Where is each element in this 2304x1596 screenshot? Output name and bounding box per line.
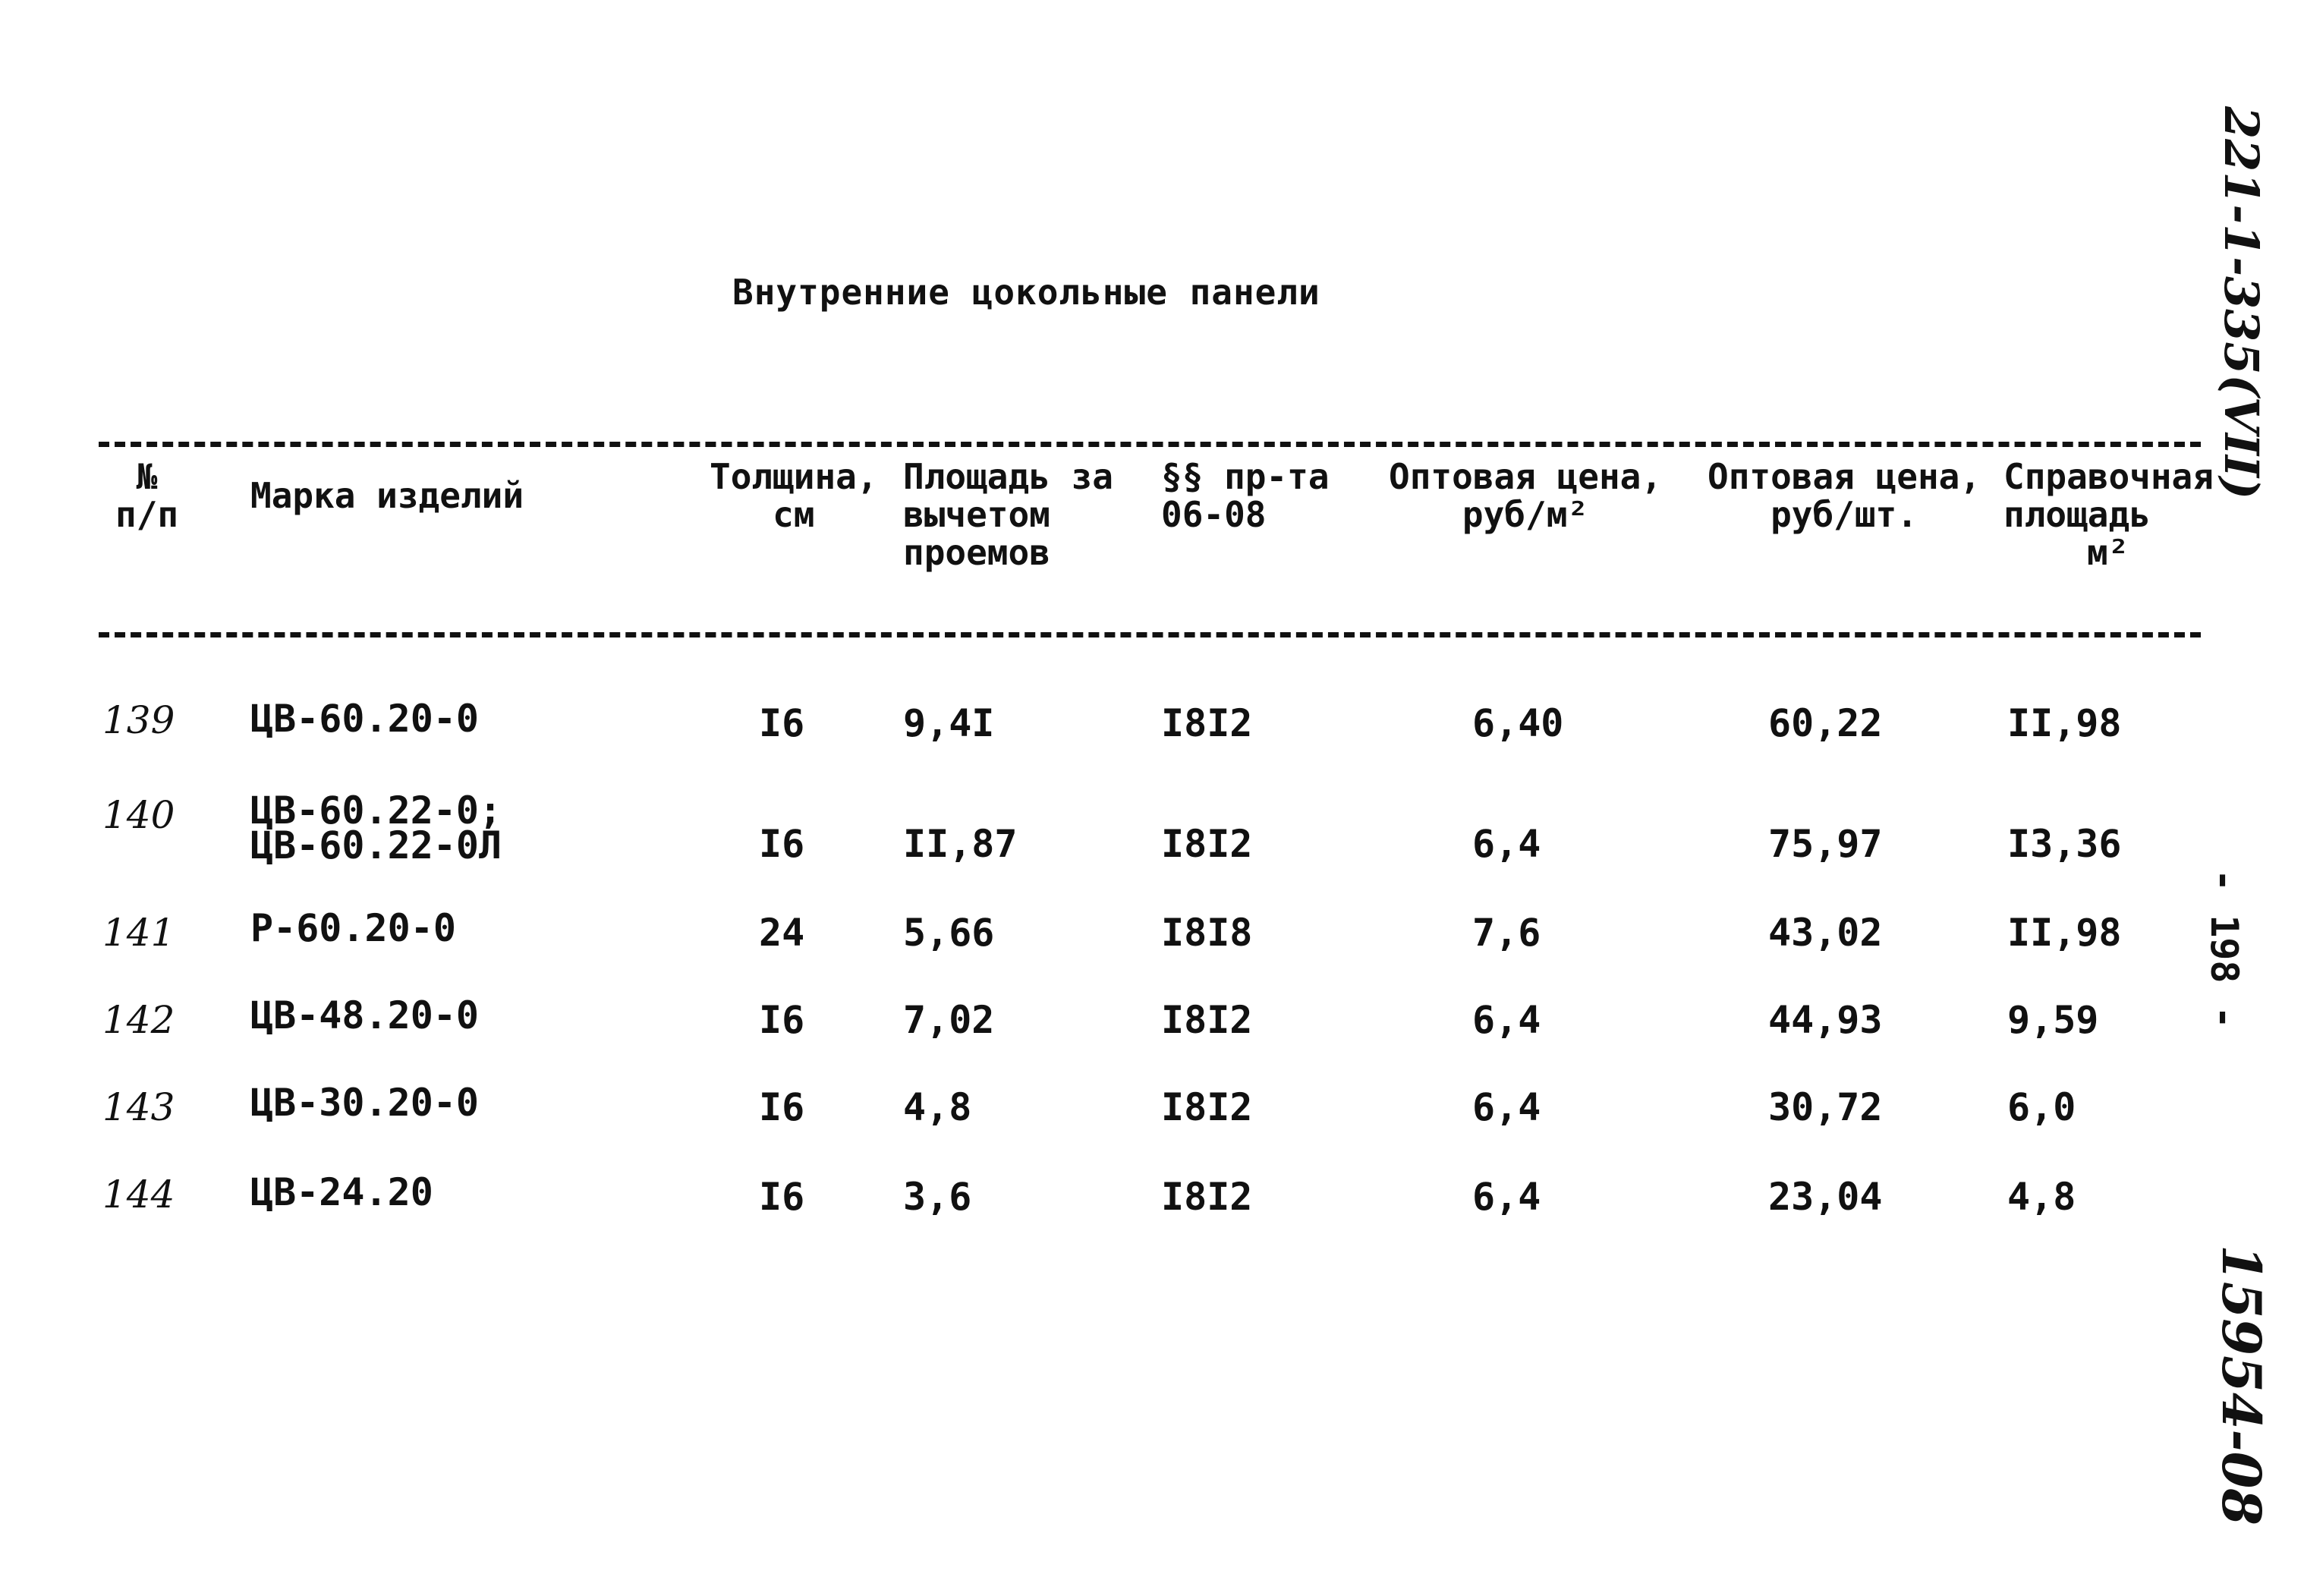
row-mark-line: ЦВ-48.20-0 xyxy=(250,993,480,1037)
row-price-pc: 60,22 xyxy=(1768,701,1883,745)
header-section xyxy=(1161,458,1330,534)
header-price-m2-line2: руб/м² xyxy=(1462,494,1589,535)
row-ref-area: 6,0 xyxy=(2007,1085,2076,1129)
row-thickness: 24 xyxy=(759,911,805,955)
row-mark xyxy=(250,697,480,741)
row-section: I8I2 xyxy=(1161,998,1253,1042)
row-area: 7,02 xyxy=(903,998,995,1042)
row-mark xyxy=(250,1081,480,1125)
row-area: 5,66 xyxy=(903,911,995,955)
row-area: II,87 xyxy=(903,822,1018,866)
header-ref-area xyxy=(2003,458,2214,571)
header-num-line2: п/п xyxy=(115,494,179,535)
row-price-pc: 23,04 xyxy=(1768,1175,1883,1219)
header-ref-area-line2: площадь xyxy=(2003,494,2151,535)
page-number: - 198 - xyxy=(2202,869,2246,1029)
row-mark xyxy=(250,906,456,950)
row-price-m2: 6,4 xyxy=(1472,998,1541,1042)
row-num: 142 xyxy=(102,998,175,1042)
row-area: 9,4I xyxy=(903,701,995,745)
row-ref-area: 4,8 xyxy=(2007,1175,2076,1219)
project-code-note: 221-1-335(VII) xyxy=(2214,106,2269,500)
row-mark xyxy=(250,993,480,1037)
row-thickness: I6 xyxy=(759,1085,805,1129)
header-price-pc-line2: руб/шт. xyxy=(1770,494,1918,535)
row-thickness: I6 xyxy=(759,998,805,1042)
row-ref-area: I3,36 xyxy=(2007,822,2122,866)
row-num: 139 xyxy=(102,698,175,742)
row-mark xyxy=(250,1170,433,1214)
row-section: I8I2 xyxy=(1161,701,1253,745)
row-mark xyxy=(250,789,502,867)
header-section-line1: §§ пр-та xyxy=(1161,456,1330,497)
page-title: Внутренние цокольные панели xyxy=(732,272,1320,313)
row-mark-line: ЦВ-60.22-0; xyxy=(250,789,502,833)
header-area-line3: проемов xyxy=(903,532,1050,573)
header-price-pc-line1: Оптовая цена, xyxy=(1708,456,1981,497)
header-area-line1: Площадь за xyxy=(903,456,1113,497)
row-area: 4,8 xyxy=(903,1085,972,1129)
row-price-m2: 7,6 xyxy=(1472,911,1541,955)
row-num: 144 xyxy=(102,1173,175,1217)
row-price-m2: 6,4 xyxy=(1472,822,1541,866)
header-section-line2: 06-08 xyxy=(1161,494,1267,535)
document-number-note: 15954-08 xyxy=(2210,1245,2273,1525)
row-mark-line: Р-60.20-0 xyxy=(250,906,456,950)
row-mark-line: ЦВ-60.20-0 xyxy=(250,697,480,741)
row-thickness: I6 xyxy=(759,1175,805,1219)
header-mark-line1: Марка изделий xyxy=(250,475,524,516)
row-price-pc: 43,02 xyxy=(1768,911,1883,955)
row-thickness: I6 xyxy=(759,701,805,745)
row-price-pc: 44,93 xyxy=(1768,998,1883,1042)
row-section: I8I2 xyxy=(1161,1085,1253,1129)
row-mark-line: ЦВ-30.20-0 xyxy=(250,1081,480,1125)
row-section: I8I2 xyxy=(1161,822,1253,866)
header-num-line1: № xyxy=(136,456,158,497)
header-top-divider xyxy=(99,442,2201,447)
row-mark-line: ЦВ-60.22-0Л xyxy=(250,823,502,867)
header-thickness-line2: см xyxy=(773,494,815,535)
row-num: 140 xyxy=(102,793,175,837)
row-price-pc: 75,97 xyxy=(1768,822,1883,866)
row-price-m2: 6,4 xyxy=(1472,1085,1541,1129)
row-section: I8I8 xyxy=(1161,911,1253,955)
header-price-m2-line1: Оптовая цена, xyxy=(1389,456,1663,497)
row-num: 141 xyxy=(102,911,175,955)
header-price-m2 xyxy=(1389,458,1662,534)
row-thickness: I6 xyxy=(759,822,805,866)
row-section: I8I2 xyxy=(1161,1175,1253,1219)
row-price-m2: 6,4 xyxy=(1472,1175,1541,1219)
header-thickness xyxy=(710,458,878,534)
row-ref-area: II,98 xyxy=(2007,911,2122,955)
row-ref-area: 9,59 xyxy=(2007,998,2099,1042)
header-bottom-divider xyxy=(99,632,2201,637)
header-price-pc xyxy=(1708,458,1981,534)
header-thickness-line1: Толщина, xyxy=(710,456,878,497)
header-area xyxy=(903,458,1113,571)
row-area: 3,6 xyxy=(903,1175,972,1219)
row-price-pc: 30,72 xyxy=(1768,1085,1883,1129)
header-mark xyxy=(250,477,524,515)
row-price-m2: 6,40 xyxy=(1472,701,1564,745)
header-ref-area-line1: Справочная xyxy=(2003,456,2214,497)
header-area-line2: вычетом xyxy=(903,494,1050,535)
header-ref-area-line3: м² xyxy=(2087,532,2129,573)
header-num xyxy=(115,458,178,534)
row-ref-area: II,98 xyxy=(2007,701,2122,745)
row-num: 143 xyxy=(102,1085,175,1129)
row-mark-line: ЦВ-24.20 xyxy=(250,1170,433,1214)
